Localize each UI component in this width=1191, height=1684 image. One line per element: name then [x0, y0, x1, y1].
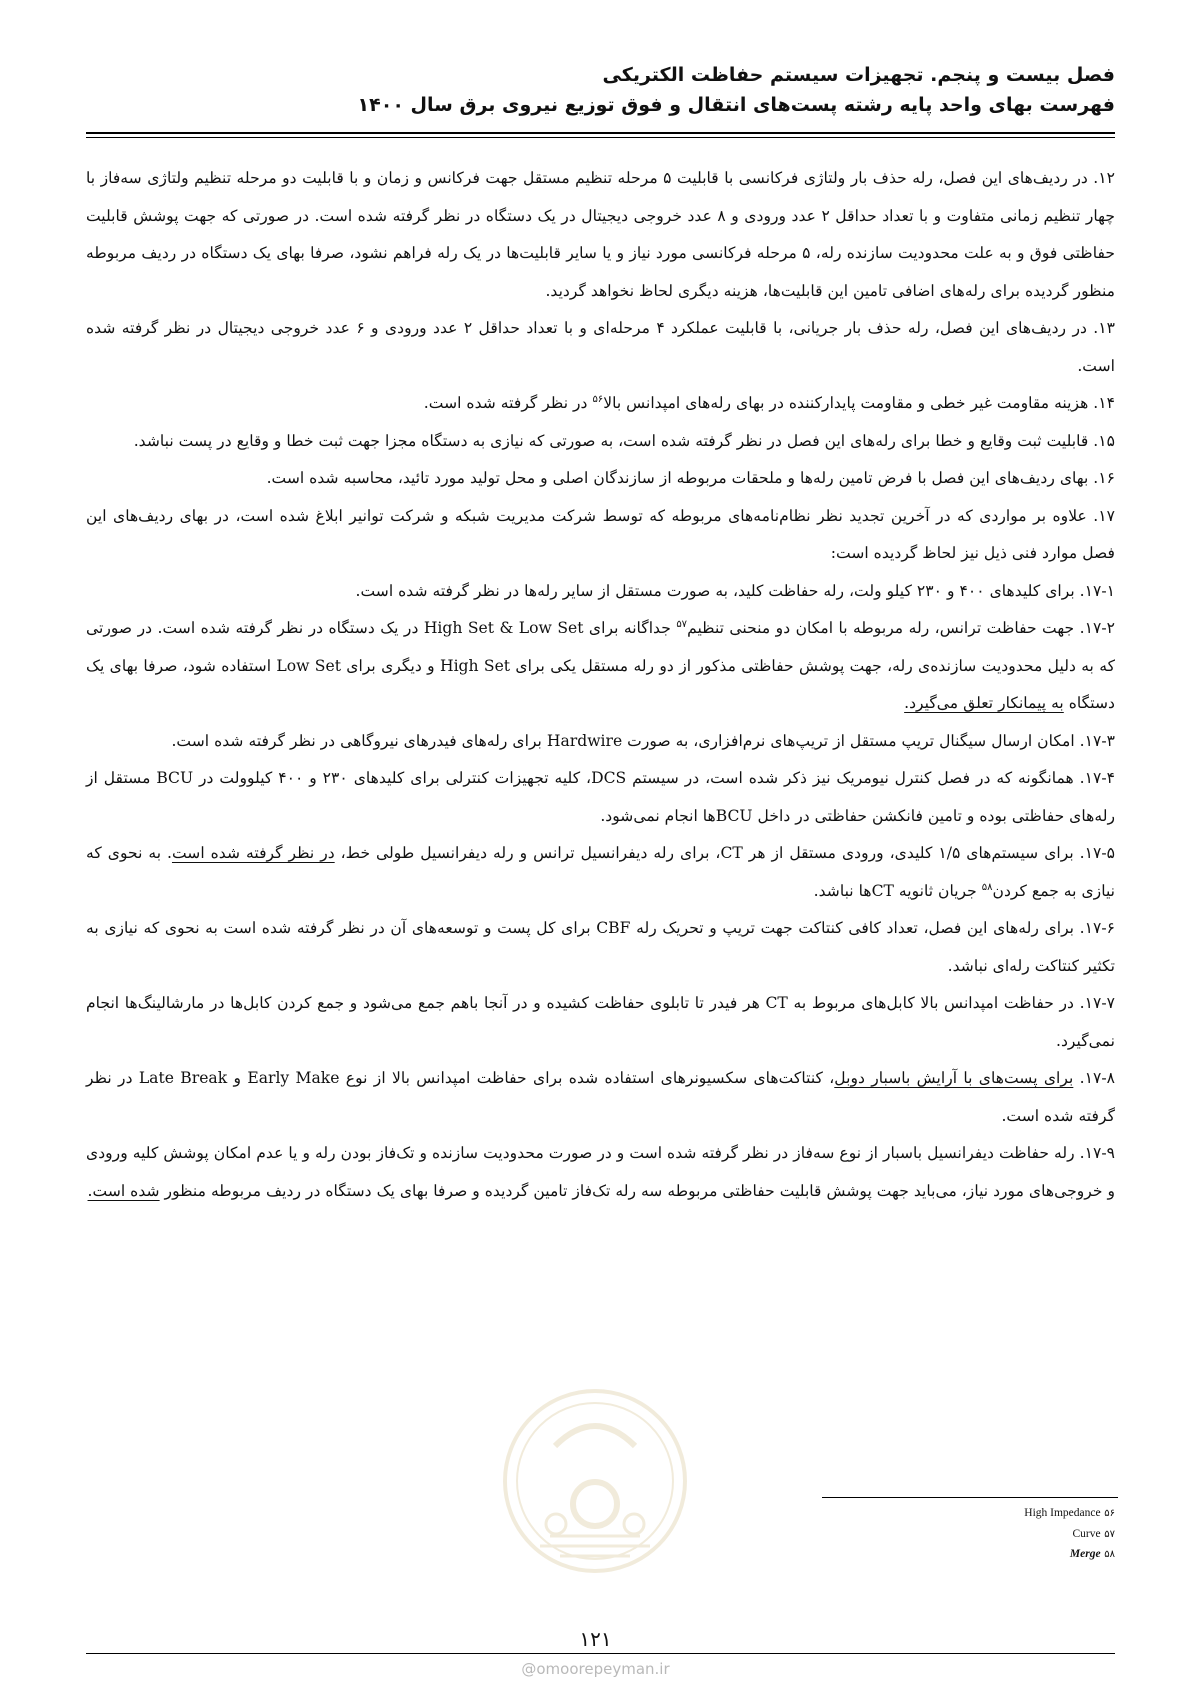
p17-6-text: برای کل پست و توسعه‌های آن در نظر گرفته شده است به نحوی که نیازی به تکثیر کنتاکت رله‌ای نباشد.	[86, 919, 1115, 975]
latin-term: High Set & Low Set	[423, 619, 584, 637]
latin-term: Hardwire	[546, 731, 623, 750]
latin-term: CT	[765, 994, 788, 1012]
footnote-ref-58: ۵۸	[981, 881, 993, 893]
paragraph-17: ۱۷. علاوه بر مواردی که در آخرین تجدید نظر نظام‌نامه‌های مربوطه که توسط شرکت مدیریت شبکه و شرکت توانیر ابلاغ شده است، در بهای ردیف‌های این فصل موارد فنی ذیل نیز لحاظ گردیده است:	[86, 506, 1115, 562]
footnote-text: High Impedance	[1024, 1507, 1101, 1519]
p17-8-text: ، کنتاکت‌های سکسیونرهای استفاده شده برای حفاظت امپدانس بالا از نوع	[339, 1069, 835, 1087]
p17-5-text: ، برای رله دیفرانسیل ترانس و رله دیفرانسیل طولی خط،	[334, 844, 721, 862]
paragraph-17-8	[86, 1060, 1115, 1135]
watermark-url: @omoorepeyman.ir	[521, 1660, 670, 1678]
underlined-phrase: شده است.	[87, 1181, 160, 1200]
footnotes	[715, 1503, 1115, 1565]
underlined-phrase: به پیمانکار تعلق می‌گیرد.	[904, 694, 1064, 712]
paragraph-17-9	[86, 1135, 1115, 1210]
paragraph-17-5	[86, 835, 1115, 910]
header-rule-thin	[86, 137, 1115, 138]
body-text	[86, 160, 1115, 1210]
p17-3-text: برای رله‌های فیدرهای نیروگاهی در نظر گرفته شده است.	[171, 731, 547, 750]
footnote-ref-56: ۵۶	[592, 393, 604, 405]
latin-term: Late Break	[138, 1069, 228, 1087]
page-number: ۱۲۱	[579, 1627, 612, 1651]
p17-4-text: ، کلیه تجهیزات کنترلی برای کلیدهای ۲۳۰ و ۴۰۰ کیلوولت در	[193, 769, 592, 787]
footnote-57	[715, 1524, 1115, 1545]
paragraph-17-3	[86, 723, 1115, 761]
latin-term: BCU	[715, 806, 753, 825]
paragraph-16: ۱۶. بهای ردیف‌های این فصل با فرض تامین رله‌ها و ملحقات مربوطه از سازندگان اصلی و محل تولید مورد تائید، محاسبه شده است.	[266, 469, 1115, 487]
paragraph-13: ۱۳. در ردیف‌های این فصل، رله حذف بار جریانی، با قابلیت عملکرد ۴ مرحله‌ای و با تعداد حداقل ۲ عدد ورودی و ۶ عدد خروجی دیجیتال در نظر گرفته شده است.	[86, 319, 1115, 375]
header-rule-thick	[86, 132, 1115, 134]
p17-7-text: ۱۷-۷. در حفاظت امپدانس بالا کابل‌های مربوط به	[787, 994, 1116, 1012]
watermark-logo-icon	[500, 1386, 690, 1576]
p17-8-text: ۱۷-۸.	[1073, 1069, 1115, 1087]
paragraph-17-6	[86, 910, 1115, 985]
p14-text-end: در نظر گرفته شده است.	[423, 394, 593, 412]
footnote-rule	[822, 1497, 1118, 1498]
footnote-number: ۵۸	[1104, 1549, 1115, 1560]
footer-rule	[86, 1653, 1115, 1654]
paragraph-17-7	[86, 985, 1115, 1060]
p17-2-text: ۱۷-۲. جهت حفاظت ترانس، رله مربوطه با امکان دو منحنی تنظیم	[687, 619, 1115, 637]
p17-2-text: جداگانه برای	[583, 619, 677, 637]
underlined-phrase: برای پست‌های با آرایش باسبار دوبل	[834, 1069, 1074, 1087]
footnote-56	[715, 1503, 1115, 1524]
latin-term: CT	[871, 881, 894, 900]
p17-4-text: ها انجام نمی‌شود.	[600, 806, 716, 825]
p17-4-text: ۱۷-۴. همانگونه که در فصل کنترل نیومریک نیز ذکر شده است، در سیستم	[626, 769, 1115, 787]
p17-5-text: جریان ثانویه	[893, 881, 982, 900]
p17-2-text: در یک دستگاه در نظر گرفته شده است. در صورتی که به دلیل محدودیت سازنده‌ی رله، جهت پوشش حفاظتی مذکور از دو رله مستقل یکی برای	[86, 619, 1116, 675]
p17-3-text: ۱۷-۳. امکان ارسال سیگنال تریپ مستقل از تریپ‌های نرم‌افزاری، به صورت	[622, 731, 1115, 750]
page-header	[86, 60, 1115, 120]
paragraph-17-1: ۱۷-۱. برای کلیدهای ۴۰۰ و ۲۳۰ کیلو ولت، رله حفاظت کلید، به صورت مستقل از سایر رله‌ها در نظر گرفته شده است.	[355, 581, 1115, 600]
latin-term: CT	[720, 844, 743, 862]
footnote-text: Curve	[1072, 1527, 1101, 1540]
p17-8-text: و	[227, 1069, 248, 1087]
p17-5-text: ها نباشد.	[813, 881, 872, 900]
p14-text: ۱۴. هزینه مقاومت غیر خطی و مقاومت پایدارکننده در بهای رله‌های امپدانس بالا	[603, 394, 1115, 412]
footnote-text: Merge	[1069, 1548, 1101, 1560]
document-title: فهرست بهای واحد پایه رشته پست‌های انتقال و فوق توزیع نیروی برق سال ۱۴۰۰	[357, 94, 1115, 116]
footnote-ref-57: ۵۷	[676, 618, 688, 630]
p17-4-text: مستقل از رله‌های حفاظتی بوده و تامین فانکشن حفاظتی در داخل	[86, 769, 1115, 825]
latin-term: BCU	[156, 769, 194, 787]
paragraph-17-4	[86, 760, 1115, 835]
p17-5-text: . به نحوی که نیازی به جمع کردن	[86, 844, 1115, 900]
p17-6-text: ۱۷-۶. برای رله‌های این فصل، تعداد کافی کنتاکت جهت تریپ و تحریک رله	[630, 919, 1115, 937]
p17-8-text: در نظر گرفته شده است.	[86, 1069, 1115, 1125]
p17-2-text: استفاده شود، صرفا بهای یک دستگاه	[86, 656, 1115, 712]
paragraph-14	[86, 385, 1115, 423]
latin-term: Early Make	[247, 1069, 340, 1087]
footnote-58	[715, 1544, 1115, 1565]
paragraph-15: ۱۵. قابلیت ثبت وقایع و خطا برای رله‌های این فصل در نظر گرفته شده است، به صورتی که نیازی به دستگاه مجزا جهت ثبت خطا و وقایع در پست نباشد.	[133, 431, 1115, 450]
p17-5-text: ۱۷-۵. برای سیستم‌های ۱/۵ کلیدی، ورودی مستقل از هر	[742, 844, 1115, 862]
latin-term: High Set	[439, 656, 511, 675]
paragraph-17-2	[86, 610, 1115, 723]
p17-2-text: و دیگری برای	[340, 656, 440, 675]
underlined-phrase: در نظر گرفته شده است	[171, 844, 335, 862]
p17-7-text: هر فیدر تا تابلوی حفاظت کشیده و در آنجا باهم جمع می‌شود و جمع کردن کابل‌ها در مارشالینگ‌ها انجام نمی‌گیرد.	[86, 994, 1115, 1050]
paragraph-12: ۱۲. در ردیف‌های این فصل، رله حذف بار ولتاژی فرکانسی با قابلیت ۵ مرحله تنظیم مستقل جهت فرکانس و زمان و با قابلیت دو مرحله تنظیم ولتاژی سه‌فاز با چهار تنظیم زمانی متفاوت و با تعداد حداقل ۲ عدد ورودی و ۸ عدد خروجی دیجیتال در یک دستگاه در نظر گرفته شده است. در صورتی که جهت پوشش قابلیت حفاظتی فوق و به علت محدودیت سازنده رله، ۵ مرحله فرکانسی مورد نیاز و یا سایر قابلیت‌ها در یک رله فراهم نشود، صرفا بهای یک دستگاه در ردیف مربوطه منظور گردیده برای رله‌های اضافی تامین این قابلیت‌ها، هزینه دیگری لحاظ نخواهد گردید.	[86, 169, 1115, 300]
p17-9-text: ۱۷-۹. رله حفاظت دیفرانسیل باسبار از نوع سه‌فاز در نظر گرفته شده است و در صورت محدودیت سازنده و تک‌فاز بودن رله و یا عدم امکان پوشش کلیه ورودی و خروجی‌های مورد نیاز، می‌باید جهت پوشش قابلیت حفاظتی مربوطه سه رله تک‌فاز تامین گردیده و صرفا بهای یک دستگاه در ردیف مربوطه منظور	[86, 1144, 1115, 1200]
latin-term: Low Set	[276, 656, 341, 675]
chapter-title: فصل بیست و پنجم. تجهیزات سیستم حفاظت الکتریکی	[602, 64, 1115, 86]
footnote-number: ۵۷	[1104, 1528, 1115, 1540]
footnote-number: ۵۶	[1104, 1508, 1115, 1519]
latin-term: DCS	[591, 769, 627, 787]
latin-term: CBF	[596, 919, 631, 937]
